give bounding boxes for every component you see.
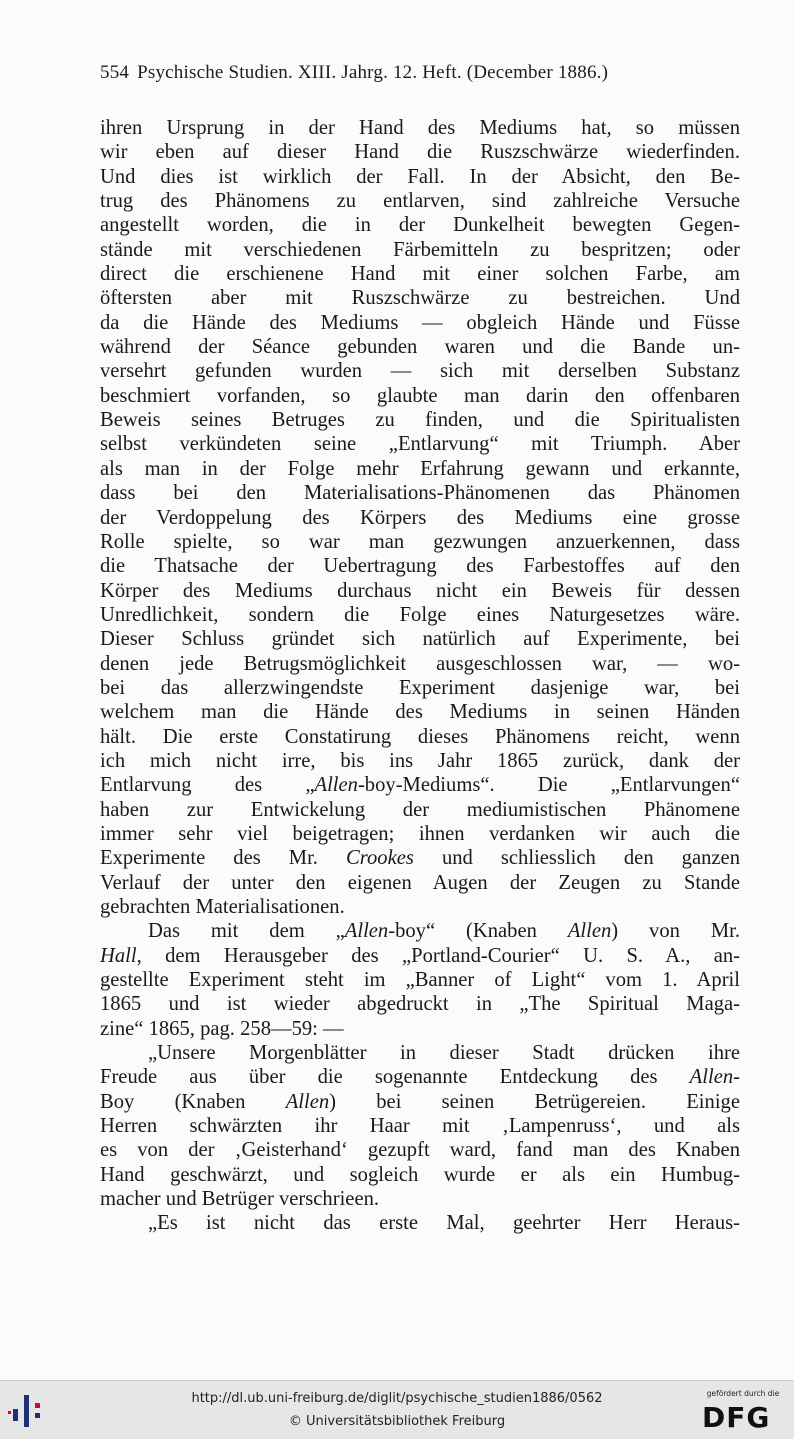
text-line: die Thatsache der Uebertragung des Farbestoffes auf den — [100, 555, 740, 578]
text-line: Hall, dem Herausgeber des „Portland-Courier“ U. S. A., an- — [100, 944, 740, 967]
italic-name: Allen — [689, 1066, 734, 1089]
text-line: dass bei den Materialisations-Phänomenen das Phänomen — [100, 482, 740, 505]
text-line: Hand geschwärzt, und sogleich wurde er als ein Humbug- — [100, 1163, 740, 1186]
text-line: „Es ist nicht das erste Mal, geehrter Herr Heraus- — [148, 1212, 740, 1235]
copyright-notice: © Universitätsbibliothek Freiburg — [288, 1414, 506, 1429]
text-line: gestellte Experiment steht im „Banner of Light“ vom 1. April — [100, 969, 740, 992]
text-line: Und dies ist wirklich der Fall. In der Absicht, den Be- — [100, 165, 740, 188]
text-line: zine“ 1865, pag. 258—59: — — [100, 1017, 344, 1040]
italic-name: Allen — [567, 920, 612, 943]
text-line: direct die erschienene Hand mit einer solchen Farbe, am — [100, 263, 740, 286]
text-line: Boy (Knaben Allen) bei seinen Betrügereien. Einige — [100, 1090, 740, 1113]
text-line: während der Séance gebunden waren und die Bande un- — [100, 336, 740, 359]
text-line: Herren schwärzten ihr Haar mit ‚Lampenruss‘, und als — [100, 1115, 740, 1138]
text-line: macher und Betrüger verschrieen. — [100, 1188, 380, 1211]
text-line: öftersten aber mit Ruszschwärze zu bestreichen. Und — [100, 287, 740, 310]
text-line: haben zur Entwickelung der mediumistischen Phänomene — [100, 798, 740, 821]
text-line: als man in der Folge mehr Erfahrung gewann und erkannte, — [100, 457, 740, 480]
dfg-sponsor — [698, 1389, 788, 1435]
text-line: immer sehr viel beigetragen; ihnen verdanken wir auch die — [100, 822, 740, 845]
italic-name: Allen — [285, 1090, 330, 1113]
text-line: der Verdoppelung des Körpers des Mediums eine grosse — [100, 506, 740, 529]
text-line: „Unsere Morgenblätter in dieser Stadt drücken ihre — [148, 1042, 740, 1065]
text-line: wir eben auf dieser Hand die Ruszschwärze wiederfinden. — [100, 141, 740, 164]
italic-name: Crookes — [346, 847, 414, 870]
text-line: Freude aus über die sogenannte Entdeckung des Allen- — [100, 1066, 740, 1089]
text-line: ich mich nicht irre, bis ins Jahr 1865 zurück, dank der — [100, 749, 740, 772]
text-line: Experimente des Mr. Crookes und schliesslich den ganzen — [100, 847, 740, 870]
dfg-logo: DFG — [702, 1401, 771, 1434]
page-url-link[interactable]: http://dl.ub.uni-freiburg.de/diglit/psychische_studien1886/0562 — [191, 1391, 603, 1406]
text-line: ihren Ursprung in der Hand des Mediums hat, so müssen — [100, 117, 740, 139]
text-line: selbst verkündeten seine „Entlarvung“ mit Triumph. Aber — [100, 433, 740, 456]
text-line: Entlarvung des „Allen-boy-Mediums“. Die „Entlarvungen“ — [100, 774, 740, 797]
text-line: es von der ‚Geisterhand‘ gezupft ward, fand man des Knaben — [100, 1139, 740, 1162]
italic-name: Allen — [314, 774, 358, 797]
text-line: hält. Die erste Constatirung dieses Phänomens reicht, wenn — [100, 725, 740, 748]
page-number: 554 — [100, 62, 130, 83]
running-head — [100, 62, 740, 84]
sponsor-caption: gefördert durch die — [706, 1389, 780, 1398]
viewer-footer — [0, 1380, 794, 1439]
text-line: Dieser Schluss gründet sich natürlich auf Experimente, bei — [100, 628, 740, 651]
text-line: Das mit dem „Allen-boy“ (Knaben Allen) von Mr. — [148, 920, 740, 943]
text-line: denen jede Betrugsmöglichkeit ausgeschlossen war, — wo- — [100, 652, 740, 675]
italic-name: Hall — [100, 944, 137, 967]
text-line: 1865 und ist wieder abgedruckt in „The Spiritual Maga- — [100, 993, 740, 1016]
text-line: Unredlichkeit, sondern die Folge eines Naturgesetzes wäre. — [100, 603, 740, 626]
text-line: Verlauf der unter den eigenen Augen der Zeugen zu Stande — [100, 871, 740, 894]
text-line: bei das allerzwingendste Experiment dasjenige war, bei — [100, 676, 740, 699]
text-line: angestellt worden, die in der Dunkelheit bewegten Gegen- — [100, 214, 740, 237]
italic-name: Allen — [344, 920, 389, 943]
running-title: Psychische Studien. XIII. Jahrg. 12. Heft. (December 1886.) — [137, 62, 609, 83]
text-line: welchem man die Hände des Mediums in seinen Händen — [100, 701, 740, 724]
text-line: stände mit verschiedenen Färbemitteln zu bespritzen; oder — [100, 238, 740, 261]
text-line: trug des Phänomens zu entlarven, sind zahlreiche Versuche — [100, 190, 740, 213]
text-line: Rolle spielte, so war man gezwungen anzuerkennen, dass — [100, 530, 740, 553]
text-line: Körper des Mediums durchaus nicht ein Beweis für dessen — [100, 579, 740, 602]
text-line: versehrt gefunden wurden — sich mit derselben Substanz — [100, 360, 740, 383]
text-line: gebrachten Materialisationen. — [100, 896, 345, 918]
text-line: da die Hände des Mediums — obgleich Hände und Füsse — [100, 311, 740, 334]
text-line: Beweis seines Betruges zu finden, und die Spiritualisten — [100, 409, 740, 432]
body-text — [100, 116, 740, 1236]
text-line: beschmiert vorfanden, so glaubte man darin den offenbaren — [100, 384, 740, 407]
